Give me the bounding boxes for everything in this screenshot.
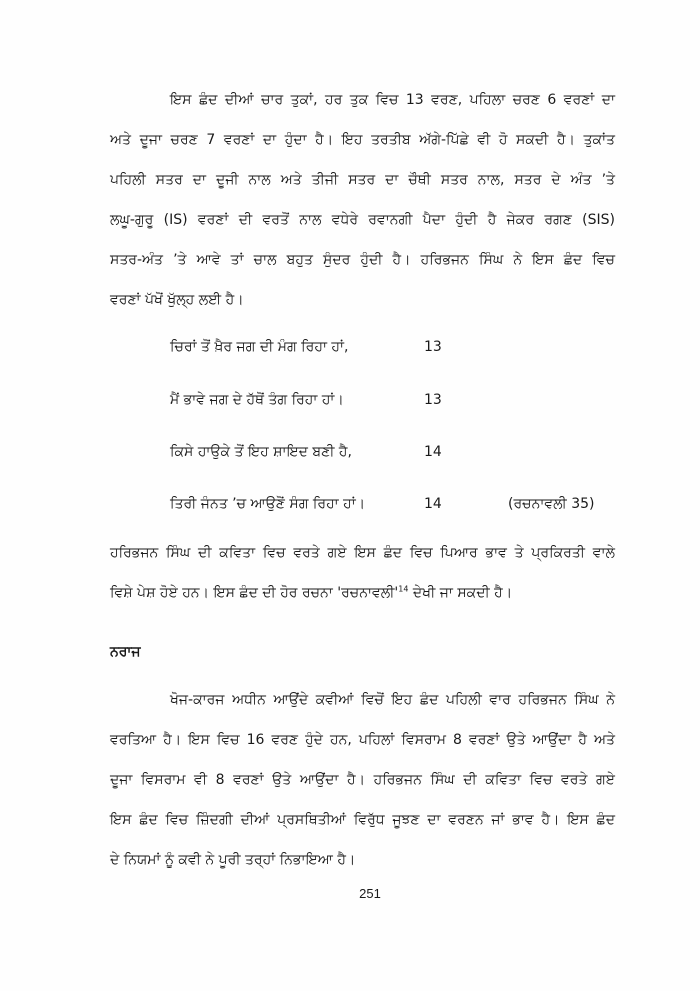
paragraph-line: ਇਸ ਛੰਦ ਦੀਆਂ ਚਾਰ ਤੁਕਾਂ, ਹਰ ਤੁਕ ਵਿਚ 13 ਵਰਣ, ਪਹਿਲਾ ਚਰਣ 6 ਵਰਣਾਂ ਦਾ: [170, 92, 615, 108]
syllable-count: 14: [424, 444, 442, 460]
paragraph-line: ਵਰਣਾਂ ਪੱਖੋਂ ਖੁੱਲ੍ਹ ਲਈ ਹੈ।: [110, 292, 244, 308]
footnote-reference[interactable]: 14: [398, 584, 409, 594]
paragraph-chhand-description: [110, 80, 615, 320]
verse-text: ਤਿਰੀ ਜੰਨਤ ’ਚ ਆਉਣੋਂ ਸੰਗ ਰਿਹਾ ਹਾਂ।: [170, 496, 366, 512]
paragraph-line: ਅਤੇ ਦੂਜਾ ਚਰਣ 7 ਵਰਣਾਂ ਦਾ ਹੁੰਦਾ ਹੈ। ਇਹ ਤਰਤੀਬ ਅੱਗੇ-ਪਿੱਛੇ ਵੀ ਹੋ ਸਕਦੀ ਹੈ। ਤੁਕਾਂਤ: [110, 132, 615, 148]
page-number: 251: [359, 886, 381, 901]
syllable-count: 13: [424, 392, 442, 408]
verse-text: ਕਿਸੇ ਹਾਉਕੇ ਤੋਂ ਇਹ ਸ਼ਾਇਦ ਬਣੀ ਹੈ,: [170, 444, 352, 460]
verse-row: [170, 335, 630, 359]
paragraph-line: [110, 573, 615, 613]
paragraph-line: ਦੂਜਾ ਵਿਸਰਾਮ ਵੀ 8 ਵਰਣਾਂ ਉਤੇ ਆਉਂਦਾ ਹੈ। ਹਰਿਭਜਨ ਸਿੰਘ ਦੀ ਕਵਿਤਾ ਵਿਚ ਵਰਤੇ ਗਏ: [110, 772, 615, 788]
paragraph-themes: [110, 533, 615, 613]
syllable-count: 13: [424, 339, 442, 355]
section-heading: ਨਰਾਜ: [110, 644, 141, 660]
paragraph-line: ਸਤਰ-ਅੰਤ ’ਤੇ ਆਵੇ ਤਾਂ ਚਾਲ ਬਹੁਤ ਸੁੰਦਰ ਹੁੰਦੀ ਹੈ। ਹਰਿਭਜਨ ਸਿੰਘ ਨੇ ਇਸ ਛੰਦ ਵਿਚ: [110, 252, 615, 268]
paragraph-line-text: ਵਿਸ਼ੇ ਪੇਸ਼ ਹੋਏ ਹਨ। ਇਸ ਛੰਦ ਦੀ ਹੋਰ ਰਚਨਾ 'ਰਚਨਾਵਲੀ': [110, 585, 399, 601]
paragraph-naraj-description: [110, 680, 615, 880]
verse-text: ਮੈਂ ਭਾਵੇ ਜਗ ਦੇ ਹੱਥੋਂ ਤੰਗ ਰਿਹਾ ਹਾਂ।: [170, 392, 344, 408]
paragraph-line: ਇਸ ਛੰਦ ਵਿਚ ਜ਼ਿੰਦਗੀ ਦੀਆਂ ਪ੍ਰਸਥਿਤੀਆਂ ਵਿਰੁੱਧ ਜੂਝਣ ਦਾ ਵਰਣਨ ਜਾਂ ਭਾਵ ਹੈ। ਇਸ ਛੰਦ: [110, 812, 615, 828]
syllable-count: 14: [424, 496, 442, 512]
paragraph-line: ਲਘੂ-ਗੁਰੂ (IS) ਵਰਣਾਂ ਦੀ ਵਰਤੋਂ ਨਾਲ ਵਧੇਰੇ ਰਵਾਨਗੀ ਪੈਦਾ ਹੁੰਦੀ ਹੈ ਜੇਕਰ ਰਗਣ (SIS): [110, 212, 615, 228]
verse-row: [170, 388, 630, 412]
paragraph-line: ਖੋਜ-ਕਾਰਜ ਅਧੀਨ ਆਉਂਦੇ ਕਵੀਆਂ ਵਿਚੋਂ ਇਹ ਛੰਦ ਪਹਿਲੀ ਵਾਰ ਹਰਿਭਜਨ ਸਿੰਘ ਨੇ: [170, 692, 615, 708]
paragraph-line: ਪਹਿਲੀ ਸਤਰ ਦਾ ਦੂਜੀ ਨਾਲ ਅਤੇ ਤੀਜੀ ਸਤਰ ਦਾ ਚੌਥੀ ਸਤਰ ਨਾਲ, ਸਤਰ ਦੇ ਅੰਤ ’ਤੇ: [110, 172, 615, 188]
verse-row: [170, 492, 630, 516]
verse-text: ਚਿਰਾਂ ਤੋਂ ਖ਼ੈਰ ਜਗ ਦੀ ਮੰਗ ਰਿਹਾ ਹਾਂ,: [170, 339, 349, 355]
paragraph-line: ਦੇ ਨਿਯਮਾਂ ਨੂੰ ਕਵੀ ਨੇ ਪੂਰੀ ਤਰ੍ਹਾਂ ਨਿਭਾਇਆ ਹੈ।: [110, 852, 356, 868]
paragraph-line: ਵਰਤਿਆ ਹੈ। ਇਸ ਵਿਚ 16 ਵਰਣ ਹੁੰਦੇ ਹਨ, ਪਹਿਲਾਂ ਵਿਸਰਾਮ 8 ਵਰਣਾਂ ਉਤੇ ਆਉਂਦਾ ਹੈ ਅਤੇ: [110, 732, 615, 748]
citation: (ਰਚਨਾਵਲੀ 35): [508, 496, 595, 512]
verse-row: [170, 440, 630, 464]
paragraph-line-tail: ਦੇਖੀ ਜਾ ਸਕਦੀ ਹੈ।: [408, 585, 513, 601]
paragraph-line: ਹਰਿਭਜਨ ਸਿੰਘ ਦੀ ਕਵਿਤਾ ਵਿਚ ਵਰਤੇ ਗਏ ਇਸ ਛੰਦ ਵਿਚ ਪਿਆਰ ਭਾਵ ਤੇ ਪ੍ਰਕਿਰਤੀ ਵਾਲੇ: [110, 545, 615, 561]
